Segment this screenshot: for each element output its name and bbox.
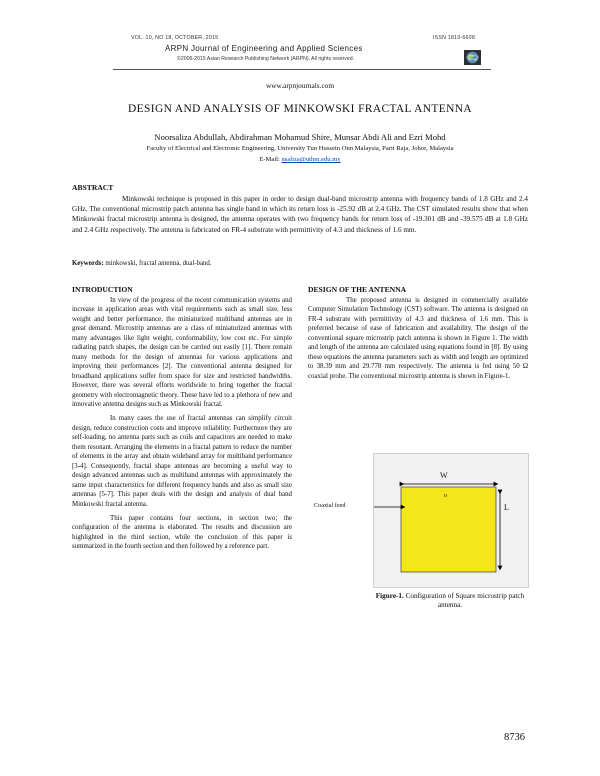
- email-link[interactable]: nsaliza@uthm.edu.my: [281, 156, 341, 163]
- introduction-paragraph-2: In many cases the use of fractal antennas can simplify circuit design, reduce construction costs and improve reliability. Furthermore they are self-loading, no antenna parts such as coils and capacitors are needed to make them resonant. Arranging the elements in a fractal pattern to reduce the number of elements in the array and obtain wideband array for multiband performance [3-4]. Consequently, fractal shape antennas are becoming a useful way to design advanced antennas such as multiband antennas with approximately the same input characteristics for different frequency bands and also as small size antennas [5-7]. This paper deals with the design and analysis of dual band Minkowski fractal antenna.: [72, 415, 292, 508]
- abstract-heading: ABSTRACT: [72, 183, 114, 192]
- figure-1-caption: [373, 592, 527, 610]
- design-body: [308, 296, 528, 381]
- figure-1-caption-label: Figure-1.: [375, 592, 404, 600]
- introduction-paragraph-3: This paper contains four sections, in section two; the configuration of the antenna is elaborated. The results and discussion are highlighted in the third section, while the conclusion of this paper is summarized in the fourth section and then followed by a reference part.: [72, 514, 292, 551]
- figure-1-caption-text: Configuration of Square microstrip patch antenna.: [403, 592, 525, 609]
- keywords-values: minkowski, fractal antenna, dual-band.: [103, 260, 212, 267]
- journal-url: www.arpnjournals.com: [265, 81, 335, 90]
- introduction-paragraph-1: In view of the progress of the recent communication systems and increase in application areas with vital requirements such as small size, less weight and better performance, the miniaturized multiband antennas are in great demand. Microstrip antennas are a class of miniaturized antennas with many advantages like light weight, conformability, low cost etc. For simple radiating patch shapes, the design can be carried out easily [1]. There remain many methods for the design of antennas for various applications and improving their performances [2]. The conventional antenna designed for broadband applications suffer from space for size and restricted bandwidths. However, there was several efforts worldwide to bring together the fractal geometry with electromagnetic theory. These have led to a plethora of new and innovative antenna designs such as Minkowski fractal.: [72, 297, 292, 408]
- design-paragraph-1: The proposed antenna is designed in commercially available Computer Simulation Technology (CST) software. The antenna is designed on FR-4 substrate with permittivity of 4.3 and thickness of 1.6 mm. This is preferred because of ease of fabrication and availability. The design of the conventional square microstrip patch antenna is shown in Figure 1. The width and length of the antenna are calculated using equations found in [8]. By using these equations the antenna parameters such as width and length are optimized to 38.39 mm and 29.778 mm respectively. The antenna is fed using 50 Ω coaxial probe. The conventional microstrip antenna is shown in Figure-1.: [308, 297, 528, 380]
- keywords-line: [72, 260, 212, 267]
- header-divider: [113, 69, 491, 70]
- arpn-globe-logo-icon: [464, 50, 481, 65]
- length-label: L: [504, 503, 509, 512]
- volume-line: VOL. 10, NO 18, OCTOBER, 2015: [131, 35, 219, 41]
- issn: ISSN 1819-6608: [433, 35, 475, 41]
- paper-authors: Noorsaliza Abdullah, Abdirahman Mohamud Shire, Munsar Abdi Ali and Ezri Mohd: [154, 132, 446, 142]
- introduction-heading: INTRODUCTION: [72, 285, 133, 294]
- feed-point-marker: o: [444, 493, 447, 499]
- keywords-label: Keywords:: [72, 260, 104, 267]
- email-label: E-Mail:: [259, 156, 282, 163]
- width-label: W: [440, 471, 448, 480]
- introduction-body: [72, 296, 292, 552]
- paper-email-line: [0, 156, 600, 163]
- journal-name: ARPN Journal of Engineering and Applied Sciences: [165, 44, 363, 53]
- abstract-text: Minkowski technique is proposed in this paper in order to design dual-band microstrip antenna with frequency bands of 1.8 GHz and 2.4 GHz. The conventional microstrip patch antenna has single band in which its return loss is -25.92 dB at 2.4 GHz. The CST simulated results show that when Minkowski fractal microstrip antenna is designed, the antenna operates with two frequency bands for return loss of -19.301 dB and -39.575 dB at 1.8 GHz and 2.4 GHz respectively. The antenna is fabricated on FR-4 substrate with permittivity of 4.3 and thickness of 1.6 mm.: [72, 195, 528, 234]
- patch-element: [401, 487, 496, 572]
- paper-affiliation: Faculty of Electrical and Electronic Engineering, University Tun Hussein Onn Malaysia, Parit Raja, Johor, Malaysia: [146, 145, 454, 152]
- paper-title: DESIGN AND ANALYSIS OF MINKOWSKI FRACTAL ANTENNA: [128, 103, 472, 115]
- design-heading: DESIGN OF THE ANTENNA: [308, 285, 407, 294]
- figure-1-antenna-diagram: [373, 453, 529, 588]
- copyright-line: ©2006-2015 Asian Research Publishing Network (ARPN). All rights reserved.: [177, 56, 355, 62]
- coaxial-feed-label: Coaxial feed: [314, 502, 346, 509]
- page-number: 8736: [504, 732, 525, 743]
